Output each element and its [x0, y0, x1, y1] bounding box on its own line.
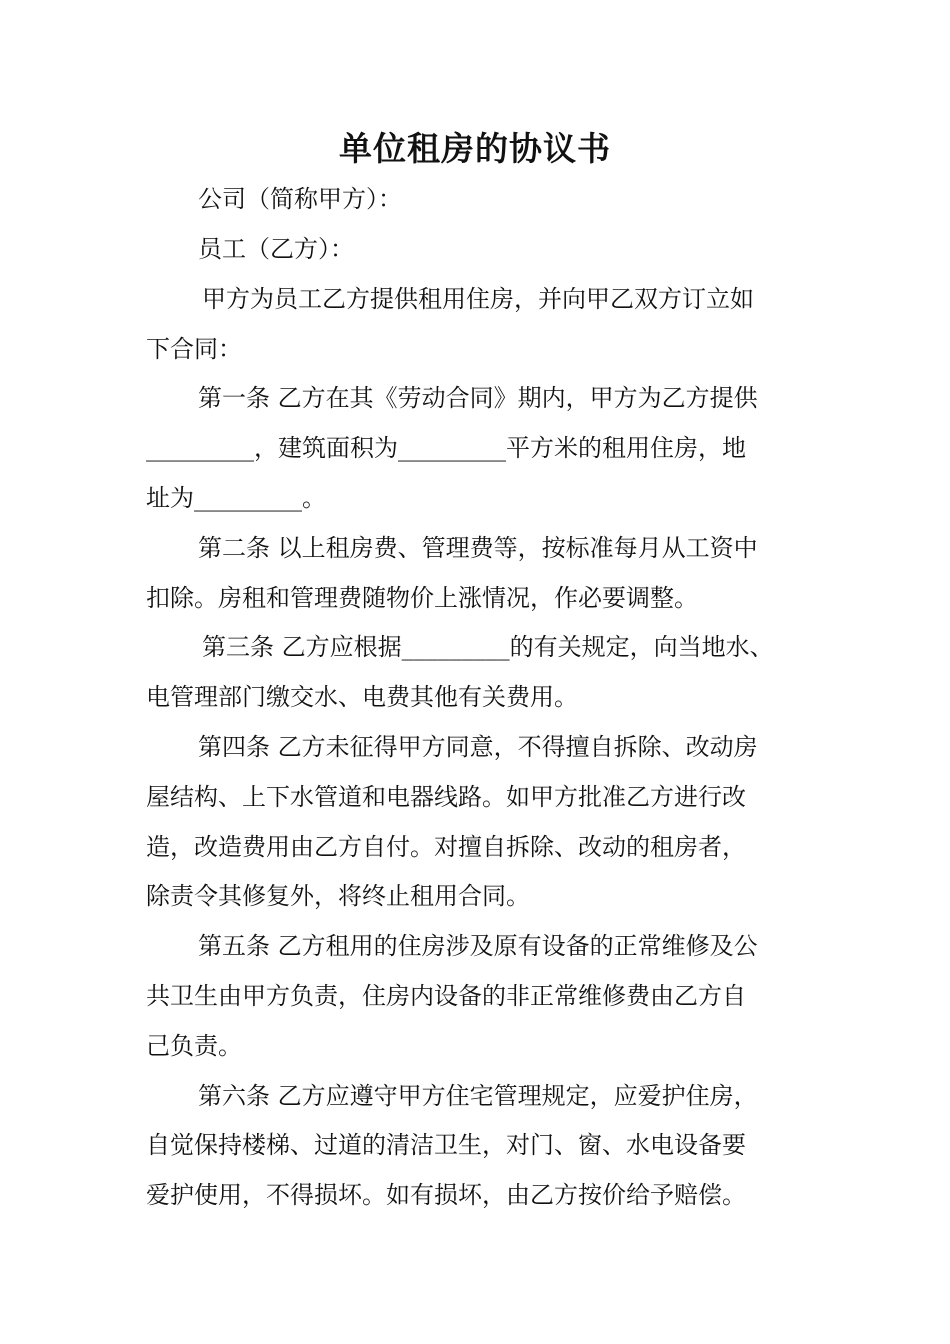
article-1-line-3: 址为_________。 — [146, 484, 326, 512]
article-4-line-3: 造，改造费用由乙方自付。对擅自拆除、改动的租房者， — [146, 833, 746, 861]
party-b-line: 员工（乙方）： — [198, 235, 354, 263]
party-a-line: 公司（简称甲方）： — [198, 185, 402, 213]
article-5-line-2: 共卫生由甲方负责，住房内设备的非正常维修费由乙方自 — [146, 982, 746, 1010]
article-4-line-2: 屋结构、上下水管道和电器线路。如甲方批准乙方进行改 — [146, 783, 746, 811]
article-6-line-2: 自觉保持楼梯、过道的清洁卫生，对门、窗、水电设备要 — [146, 1131, 746, 1159]
article-4-line-1: 第四条 乙方未征得甲方同意，不得擅自拆除、改动房 — [198, 733, 758, 761]
article-5-line-3: 己负责。 — [146, 1032, 242, 1060]
article-5-line-1: 第五条 乙方租用的住房涉及原有设备的正常维修及公 — [198, 932, 758, 960]
article-4-line-4: 除责令其修复外，将终止租用合同。 — [146, 882, 530, 910]
article-6-line-3: 爱护使用，不得损坏。如有损坏，由乙方按价给予赔偿。 — [146, 1181, 746, 1209]
article-1-line-1: 第一条 乙方在其《劳动合同》期内，甲方为乙方提供 — [198, 384, 758, 412]
article-2-line-2: 扣除。房租和管理费随物价上涨情况，作必要调整。 — [146, 584, 698, 612]
document-title: 单位租房的协议书 — [339, 129, 611, 168]
intro-paragraph-line-2: 下合同： — [146, 335, 242, 363]
article-3-line-1: 第三条 乙方应根据_________的有关规定，向当地水、 — [202, 633, 774, 661]
article-3-line-2: 电管理部门缴交水、电费其他有关费用。 — [146, 683, 578, 711]
article-2-line-1: 第二条 以上租房费、管理费等，按标准每月从工资中 — [198, 534, 758, 562]
intro-paragraph-line-1: 甲方为员工乙方提供租用住房，并向甲乙双方订立如 — [202, 285, 754, 313]
article-6-line-1: 第六条 乙方应遵守甲方住宅管理规定，应爱护住房， — [198, 1082, 758, 1110]
article-1-line-2: _________，建筑面积为_________平方米的租用住房，地 — [146, 434, 746, 462]
